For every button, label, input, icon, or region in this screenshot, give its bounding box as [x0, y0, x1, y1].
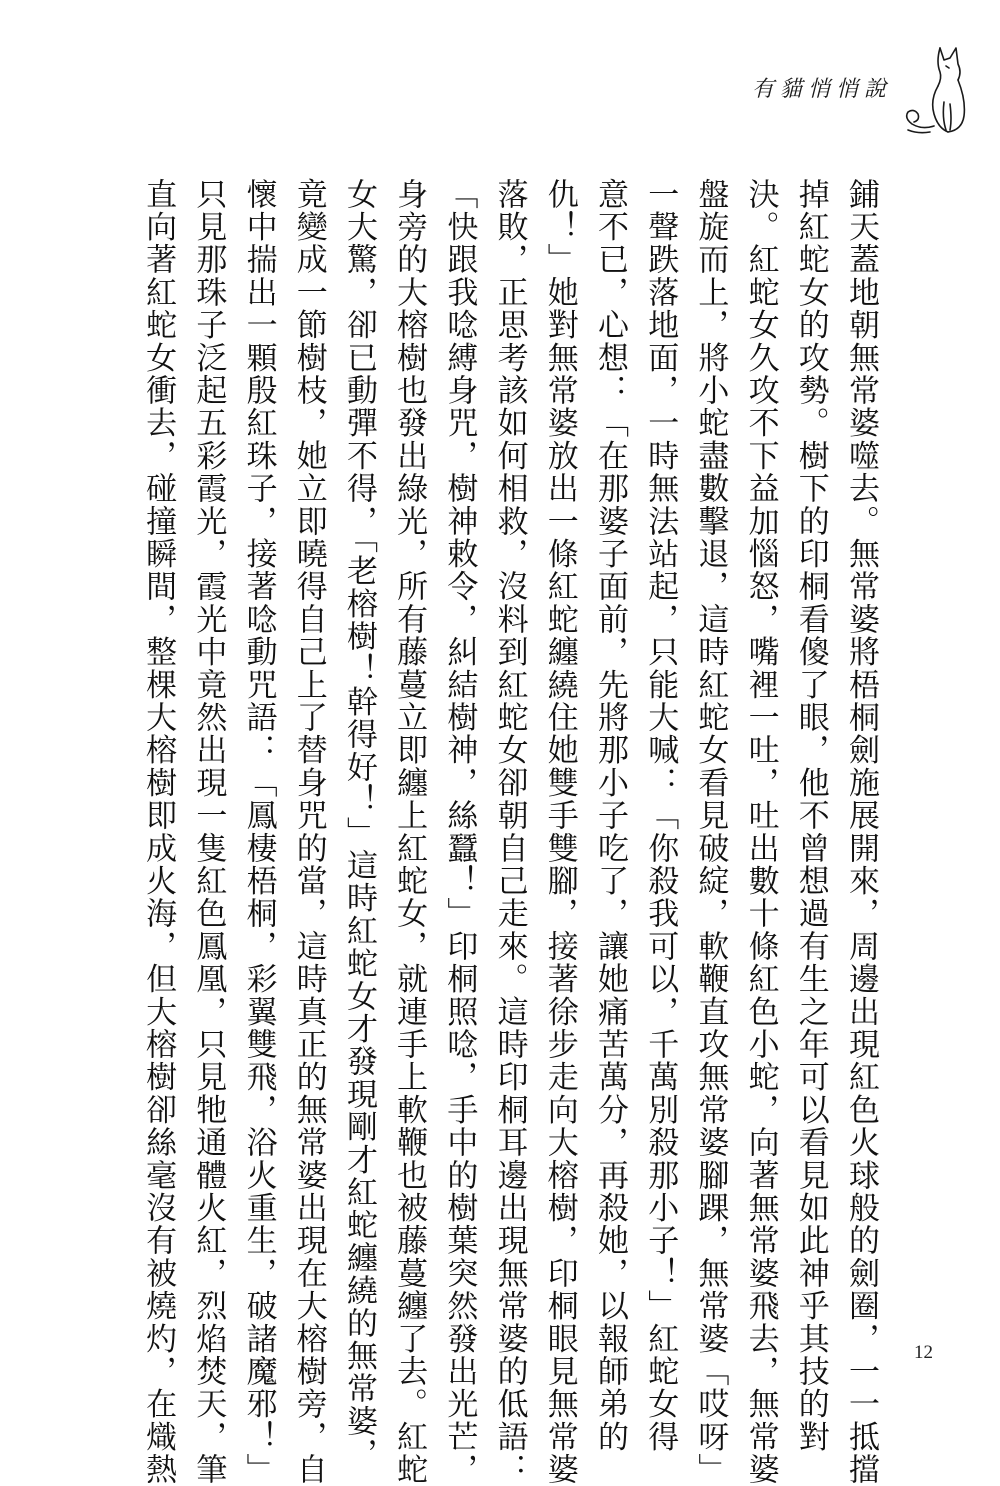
text-column: 仇！」她對無常婆放出一條紅蛇纏繞住她雙手雙腳，接著徐步走向大榕樹，印桐眼見無常婆	[541, 178, 578, 1486]
text-column: 懷中揣出一顆殷紅珠子，接著唸動咒語：「鳳棲梧桐，彩翼雙飛，浴火重生，破諸魔邪！」	[240, 178, 277, 1486]
body-text	[133, 178, 886, 1486]
text-column: 只見那珠子泛起五彩霞光，霞光中竟然出現一隻紅色鳳凰，只見牠通體火紅，烈焰焚天，筆	[190, 178, 227, 1486]
text-column: 掉紅蛇女的攻勢。樹下的印桐看傻了眼，他不曾想過有生之年可以看見如此神乎其技的對	[792, 178, 829, 1454]
text-column: 一聲跌落地面，一時無法站起，只能大喊：「你殺我可以，千萬別殺那小子！」紅蛇女得	[642, 178, 679, 1454]
running-title: 有貓悄悄說	[752, 77, 893, 102]
text-column: 「快跟我唸縛身咒，樹神敕令，糾結樹神，絲蠶！」印桐照唸，手中的樹葉突然發出光芒，	[441, 178, 478, 1486]
text-column: 盤旋而上，將小蛇盡數擊退，這時紅蛇女看見破綻，軟鞭直攻無常婆腳踝，無常婆「哎呀」	[692, 178, 729, 1486]
text-column: 直向著紅蛇女衝去，碰撞瞬間，整棵大榕樹即成火海，但大榕樹卻絲毫沒有被燒灼，在熾熱	[140, 178, 177, 1486]
text-column: 竟變成一節樹枝，她立即曉得自己上了替身咒的當，這時真正的無常婆出現在大榕樹旁，自	[290, 178, 327, 1486]
text-column: 落敗，正思考該如何相救，沒料到紅蛇女卻朝自己走來。這時印桐耳邊出現無常婆的低語：	[491, 178, 528, 1486]
page-number: 12	[914, 1342, 933, 1363]
cat-icon	[900, 42, 972, 137]
text-column: 身旁的大榕樹也發出綠光，所有藤蔓立即纏上紅蛇女，就連手上軟鞭也被藤蔓纏了去。紅蛇	[391, 178, 428, 1486]
text-column: 鋪天蓋地朝無常婆噬去。無常婆將梧桐劍施展開來，周邊出現紅色火球般的劍圈，一一抵擋	[843, 178, 879, 1486]
text-column: 決。紅蛇女久攻不下益加惱怒，嘴裡一吐，吐出數十條紅色小蛇，向著無常婆飛去，無常婆	[742, 178, 779, 1486]
text-column: 意不已，心想：「在那婆子面前，先將那小子吃了，讓她痛苦萬分，再殺她，以報師弟的	[591, 178, 628, 1454]
text-column: 女大驚，卻已動彈不得，「老榕樹！幹得好！」這時紅蛇女才發現剛才紅蛇纏繞的無常婆，	[340, 178, 377, 1471]
